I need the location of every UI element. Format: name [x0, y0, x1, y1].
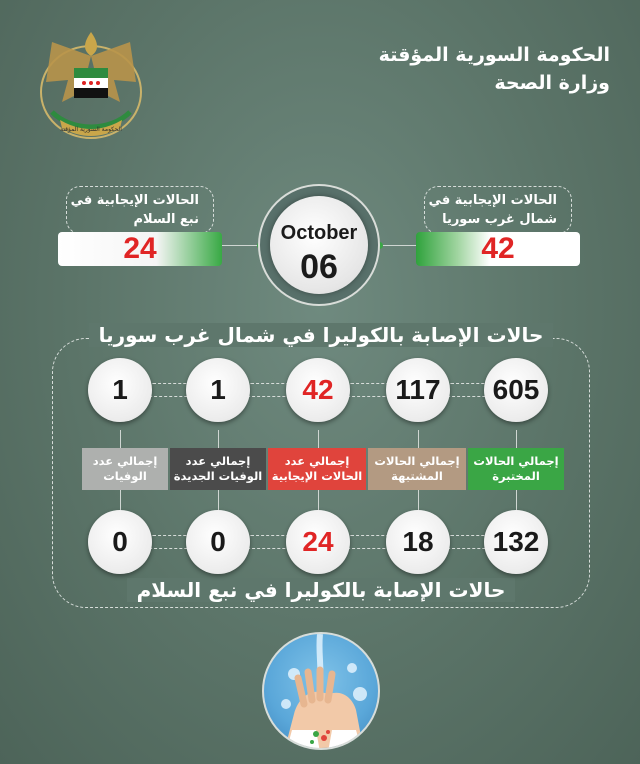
date-connector-right — [378, 245, 418, 246]
category-new-deaths-line2: الوفيات الجديدة — [173, 469, 263, 483]
vline-top-3 — [318, 430, 319, 450]
vline-bottom-5 — [120, 488, 121, 510]
top-total-suspected: 117 — [386, 358, 450, 422]
vline-bottom-1 — [516, 488, 517, 510]
nabaa-positive-value: 24 — [123, 232, 157, 265]
bottom-total-positive: 24 — [286, 510, 350, 574]
date-month: October — [280, 222, 358, 244]
vline-top-2 — [418, 430, 419, 450]
bottom-total-deaths: 0 — [88, 510, 152, 574]
vline-bottom-3 — [318, 488, 319, 510]
ministry-title: وزارة الصحة — [494, 72, 610, 94]
bottom-connector-2 — [244, 535, 292, 549]
nabaa-label-box — [66, 186, 214, 234]
top-total-deaths: 1 — [88, 358, 152, 422]
category-positive — [268, 448, 366, 490]
top-total-positive: 42 — [286, 358, 350, 422]
government-emblem — [32, 22, 150, 142]
government-title: الحكومة السورية المؤقتة — [378, 44, 610, 66]
top-new-deaths: 1 — [186, 358, 250, 422]
category-positive-line1: إجمالي عدد — [284, 454, 350, 468]
date-connector-left — [220, 245, 260, 246]
category-tested — [468, 448, 564, 490]
vline-top-4 — [218, 430, 219, 450]
category-tested-line2: المختبرة — [492, 469, 540, 483]
panel-top-title: حالات الإصابة بالكوليرا في شمال غرب سوريا — [89, 323, 554, 347]
category-suspected-line2: المشتبهة — [391, 469, 443, 483]
category-tested-line1: إجمالي الحالات — [473, 454, 559, 468]
category-suspected-line1: إجمالي الحالات — [374, 454, 460, 468]
top-total-tested: 605 — [484, 358, 548, 422]
northwest-label-box — [424, 186, 572, 234]
category-deaths-line1: إجمالي عدد — [92, 454, 158, 468]
panel-bottom-title-wrap — [52, 578, 590, 602]
bottom-connector-3 — [344, 535, 392, 549]
handwashing-illustration — [262, 632, 380, 750]
northwest-positive-bar — [416, 232, 580, 266]
nabaa-label-line2: نبع السلام — [133, 212, 199, 227]
bottom-new-deaths: 0 — [186, 510, 250, 574]
top-connector-3 — [344, 383, 392, 397]
vline-top-5 — [120, 430, 121, 450]
category-new-deaths-line1: إجمالي عدد — [185, 454, 251, 468]
northwest-label-line2: شمال غرب سوريا — [442, 212, 557, 227]
northwest-positive-value: 42 — [481, 232, 515, 265]
nabaa-positive-bar — [58, 232, 222, 266]
date-day: 06 — [300, 248, 338, 286]
bottom-total-tested: 132 — [484, 510, 548, 574]
bottom-total-suspected: 18 — [386, 510, 450, 574]
northwest-label-line1: الحالات الإيجابية في — [428, 193, 557, 208]
category-positive-line2: الحالات الإيجابية — [271, 469, 363, 483]
category-deaths — [82, 448, 168, 490]
nabaa-label-line1: الحالات الإيجابية في — [70, 193, 199, 208]
panel-bottom-title: حالات الإصابة بالكوليرا في نبع السلام — [127, 578, 516, 602]
category-new-deaths — [170, 448, 266, 490]
panel-top-title-wrap — [52, 323, 590, 347]
vline-bottom-2 — [418, 488, 419, 510]
category-suspected — [368, 448, 466, 490]
vline-top-1 — [516, 430, 517, 450]
emblem-banner-text: الحكومة السورية المؤقتة — [60, 126, 122, 133]
top-connector-2 — [244, 383, 292, 397]
category-deaths-line2: الوفيات — [103, 469, 147, 483]
vline-bottom-4 — [218, 488, 219, 510]
